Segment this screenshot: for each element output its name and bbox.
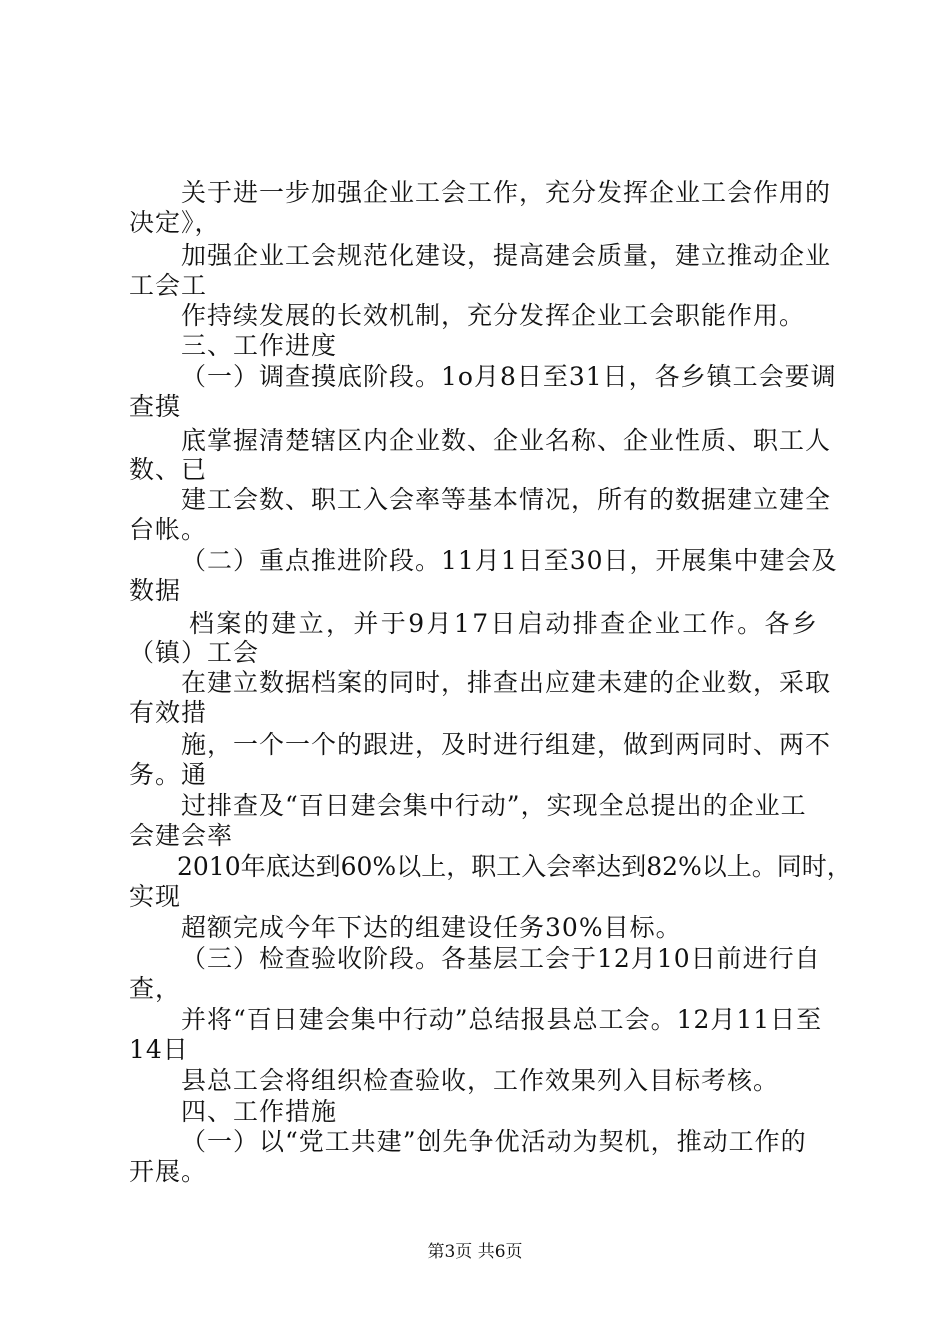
text-line: 关于进一步加强企业工会工作，充分发挥企业工会作用的 — [181, 178, 832, 207]
text-line: （三）检查验收阶段。各基层工会于12月10日前进行自 — [181, 944, 821, 973]
text-line: 作持续发展的长效机制，充分发挥企业工会职能作用。 — [181, 301, 806, 330]
text-line: 会建会率 — [129, 821, 234, 850]
text-line: 台帐。 — [129, 515, 208, 544]
text-line: 查， — [129, 974, 182, 1003]
text-line: 实现 — [129, 882, 182, 911]
text-line: （一）以“党工共建”创先争优活动为契机，推动工作的 — [181, 1127, 807, 1156]
text-line: （二）重点推进阶段。11月1日至30日，开展集中建会及 — [181, 546, 838, 575]
text-line: 14日 — [129, 1035, 189, 1064]
text-line: 档案的建立，并于9月17日启动排查企业工作。各乡 — [189, 609, 820, 638]
text-line: 工会工 — [129, 271, 208, 300]
page-number-footer: 第3页 共6页 — [427, 1242, 523, 1262]
text-line: 超额完成今年下达的组建设任务30%目标。 — [181, 913, 682, 942]
text-line: 底掌握清楚辖区内企业数、企业名称、企业性质、职工人 — [181, 426, 832, 455]
text-line: 建工会数、职工入会率等基本情况，所有的数据建立建全 — [181, 485, 832, 514]
text-line: 务。通 — [129, 760, 208, 789]
section-heading: 四、工作措施 — [181, 1097, 338, 1126]
text-line: （一）调查摸底阶段。1o月8日至31日，各乡镇工会要调 — [181, 362, 837, 391]
text-line: 决定》， — [129, 208, 221, 237]
text-line: 在建立数据档案的同时，排查出应建未建的企业数，采取 — [181, 668, 832, 697]
text-line: 过排查及“百日建会集中行动”，实现全总提出的企业工 — [181, 791, 807, 820]
text-line: 2010年底达到60%以上，职工入会率达到82%以上。同时， — [177, 852, 852, 881]
text-line: 加强企业工会规范化建设，提高建会质量，建立推动企业 — [181, 241, 832, 270]
text-line: 有效措 — [129, 698, 208, 727]
section-heading: 三、工作进度 — [181, 331, 338, 360]
text-line: 数据 — [129, 576, 182, 605]
text-line: 施，一个一个的跟进，及时进行组建，做到两同时、两不 — [181, 730, 832, 759]
text-line: 并将“百日建会集中行动”总结报县总工会。12月11日至 — [181, 1005, 823, 1034]
text-line: 数、已 — [129, 455, 208, 484]
text-line: 县总工会将组织检查验收，工作效果列入目标考核。 — [181, 1066, 780, 1095]
text-line: 查摸 — [129, 392, 182, 421]
text-line: （镇）工会 — [129, 638, 260, 667]
text-line: 开展。 — [129, 1157, 208, 1186]
